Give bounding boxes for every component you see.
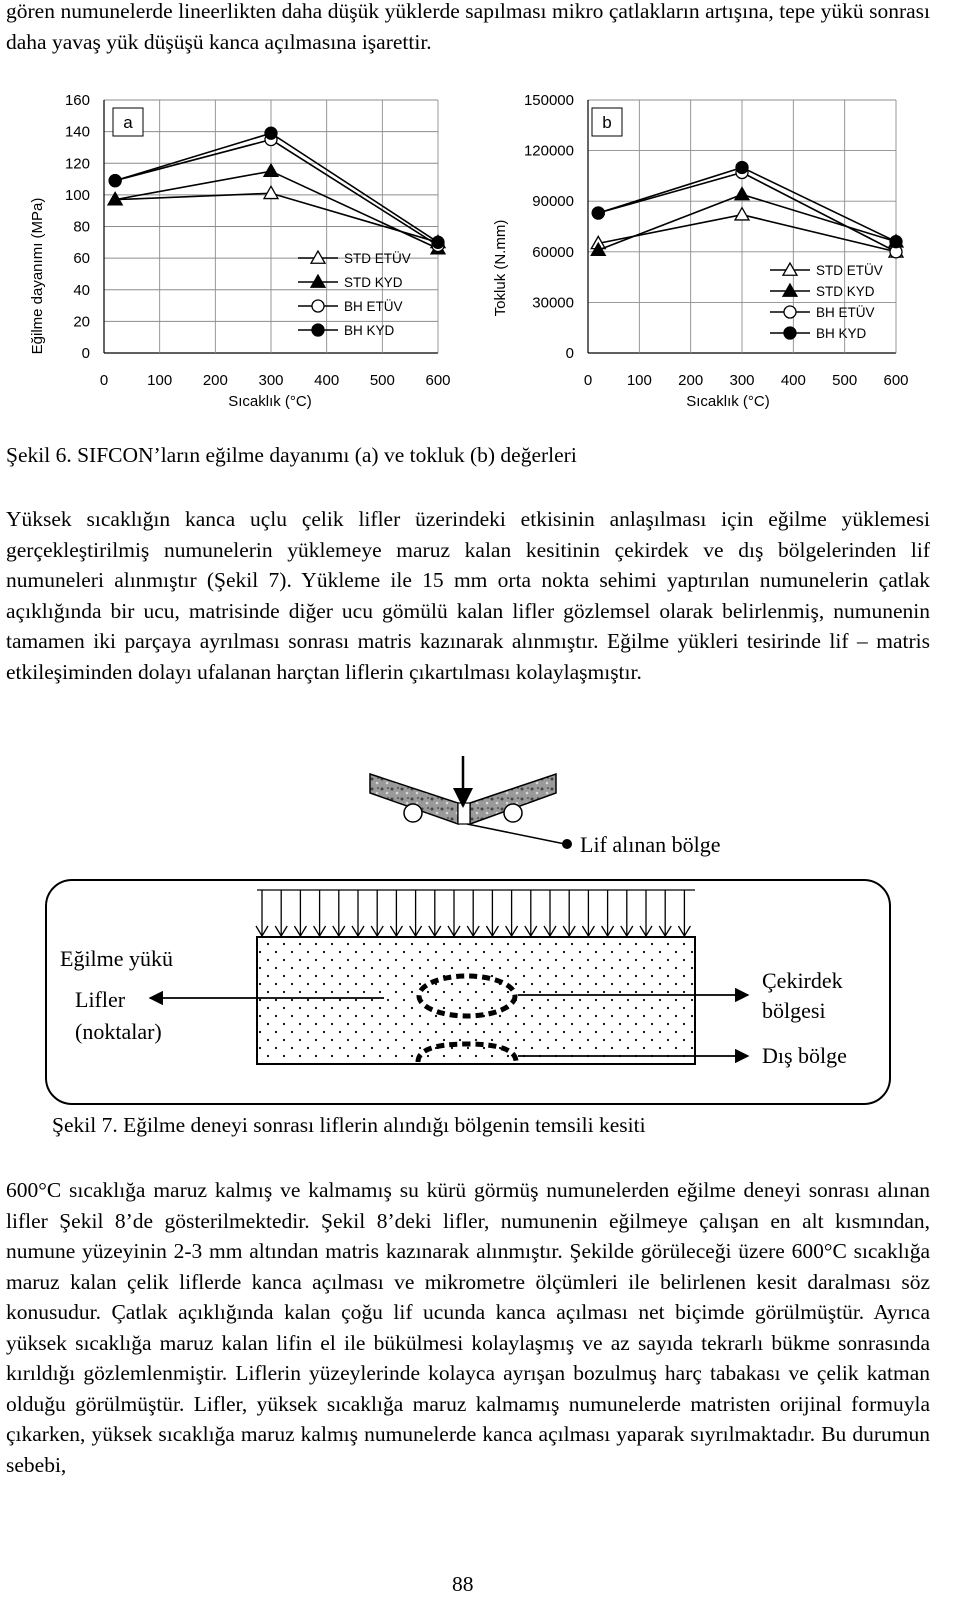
chart-b-xtick-label: 400 — [780, 372, 806, 389]
chart-a-point-3-2 — [432, 236, 444, 248]
chart-a-legend — [298, 251, 411, 338]
chart-b-legend-marker — [784, 306, 796, 318]
chart-a-xtick-label: 500 — [369, 372, 395, 389]
chart-b-legend-label: BH KYD — [816, 326, 867, 341]
chart-b-xtick-label: 200 — [678, 372, 704, 389]
toughness-chart — [482, 88, 952, 418]
paragraph-2: 600°C sıcaklığa maruz kalmış ve kalmamış su kürü görmüş numunelerden eğilme deneyi sonrası alınan lifler Şekil 8’de gösterilmektedir. Şekil 8’deki lifler, numunenin eğilmeye çalışan en alt kısmından, numune yüzeyinin 2-3 mm altından matris kazınarak alınmıştır. Şekilde görüleceği üzere 600°C sıcaklığa maruz kalan çelik liflerde kanca açılması ve mikrometre ölçümleri ile belirlenen kesit daralması söz konusudur. Çatlak açıklığında kalan çoğu lif ucunda kanca açılması net biçimde görülmüştür. Ayrıca yüksek sıcaklığa maruz kalan lifin el ile bükülmesi kolaylaşmış ve az sayıda tekrarlı bükme sonrasında kırıldığı gözlemlenmiştir. Liflerin yüzeylerinde kolayca ayrışan bozulmuş harç tabakası ve çelik katman olduğu görülmüştür. Lifler, yüksek sıcaklığa maruz kalmamış numunelerde matristen orijinal formuyla çıkarken, yüksek sıcaklığa maruz kalmış numunelerde kanca açılması yaparak sıyrılmaktadır. Bu durumun sebebi, — [6, 1178, 930, 1477]
load-label: Eğilme yükü — [60, 946, 174, 971]
chart-a-ytick-label: 40 — [73, 281, 90, 299]
chart-a-ytick-label: 100 — [64, 186, 90, 204]
chart-a-ylabel: Eğilme dayanımı (MPa) — [29, 197, 46, 355]
chart-b-series-line-2 — [598, 173, 896, 252]
chart-b-lines — [591, 161, 903, 257]
chart-b-xtick-label: 300 — [729, 372, 755, 389]
chart-a-legend-label: BH ETÜV — [344, 299, 403, 314]
chart-a-xtick-label: 600 — [425, 372, 451, 389]
support-left — [404, 804, 422, 822]
chart-a-ytick-label: 120 — [64, 155, 90, 173]
chart-a-ytick-label: 80 — [73, 218, 90, 236]
figure7-diagram — [0, 756, 960, 1086]
intro-paragraph: gören numunelerde lineerlikten daha düşük yüklerde sapılması mikro çatlakların artışına, tepe yükü sonrası daha yavaş yük düşüşü kanca açılmasına işarettir. — [6, 0, 930, 54]
flexural-strength-chart — [0, 88, 470, 418]
chart-a-point-1-1 — [264, 164, 278, 176]
chart-b-ytick-label: 0 — [565, 345, 574, 362]
chart-a-xlabel: Sıcaklık (°C) — [228, 393, 312, 410]
chart-b-point-1-1 — [735, 187, 749, 199]
chart-a-ytick-label: 140 — [64, 123, 90, 141]
chart-a-legend-label: STD ETÜV — [344, 251, 411, 266]
figure6-caption: Şekil 6. SIFCON’ların eğilme dayanımı (a) ve tokluk (b) değerleri — [6, 443, 577, 467]
chart-b-legend-marker — [783, 284, 797, 296]
chart-a-series-line-2 — [115, 140, 438, 246]
region-pointer-line — [467, 824, 565, 844]
chart-b-ytick-label: 90000 — [532, 193, 574, 211]
chart-a-legend-marker — [311, 251, 325, 263]
chart-a-ytick-label: 0 — [81, 345, 90, 362]
region-label: Lif alınan bölge — [580, 832, 721, 857]
chart-a-point-3-0 — [109, 175, 121, 187]
chart-b-ytick-label: 60000 — [532, 243, 574, 261]
chart-a-legend-label: STD KYD — [344, 275, 403, 290]
chart-b-legend-label: STD ETÜV — [816, 263, 883, 278]
chart-b-panel-label: b — [602, 113, 612, 132]
chart-b-point-3-1 — [736, 161, 748, 173]
chart-a-series-line-0 — [115, 193, 438, 242]
chart-a-legend-marker — [312, 300, 324, 312]
chart-b-legend-label: BH ETÜV — [816, 305, 875, 320]
chart-b-xtick-label: 100 — [626, 372, 652, 389]
support-right — [504, 804, 522, 822]
beam-crack-fibers — [458, 803, 470, 824]
core-label-1: Çekirdek — [762, 968, 843, 993]
chart-b-legend-marker — [783, 263, 797, 275]
chart-a-legend-marker — [312, 324, 324, 336]
paragraph-1: Yüksek sıcaklığın kanca uçlu çelik lifler üzerindeki etkisinin anlaşılması için eğilme yüklemesi gerçekleştirilmiş numunelerin yüklemeye maruz kalan kesitinin çekirdek ve dış bölgelerinden lif numuneleri alınmıştır (Şekil 7). Yükleme ile 15 mm orta nokta sehimi yaptırılan numunelerin çatlak açıklığında bir ucu, matrisinde diğer ucu gömülü kalan lifler gözlemsel olarak belirlenmiş, numunenin tamamen iki parçaya ayrılması sonrası matris kazınarak alınmıştır. Eğilme yükleri tesirinde lif – matris etkileşiminden dolayı ufalanan harçtan liflerin çıkartılması kolaylaşmıştır. — [6, 507, 930, 684]
chart-a-ytick-label: 60 — [73, 250, 90, 268]
chart-b-xtick-label: 0 — [583, 372, 593, 389]
chart-a-point-3-1 — [265, 127, 277, 139]
chart-a-point-0-1 — [264, 186, 278, 198]
chart-a-xtick-label: 400 — [314, 372, 340, 389]
chart-a-xtick-label: 0 — [99, 372, 109, 389]
figure7-caption: Şekil 7. Eğilme deneyi sonrası liflerin alındığı bölgenin temsili kesiti — [52, 1113, 646, 1137]
chart-b-ytick-label: 120000 — [523, 142, 574, 160]
chart-b-point-3-0 — [592, 207, 604, 219]
chart-a-panel-label: a — [123, 113, 133, 132]
chart-b-point-0-1 — [735, 208, 749, 220]
chart-a-xtick-label: 100 — [147, 372, 173, 389]
chart-b-legend-label: STD KYD — [816, 284, 875, 299]
chart-b-ytick-label: 30000 — [532, 294, 574, 312]
chart-b-point-3-2 — [890, 236, 902, 248]
chart-a-xtick-label: 200 — [202, 372, 228, 389]
chart-b-ytick-label: 150000 — [523, 92, 574, 109]
chart-a-ytick-label: 160 — [64, 92, 90, 109]
chart-b-xtick-label: 500 — [832, 372, 858, 389]
page-number: 88 — [452, 1572, 474, 1596]
region-pointer-dot — [562, 839, 572, 849]
chart-a-legend-label: BH KYD — [344, 323, 395, 338]
chart-a-ytick-label: 20 — [73, 313, 90, 331]
distributed-load-arrows — [256, 890, 695, 936]
chart-a-xtick-label: 300 — [258, 372, 284, 389]
fibers-label-1: Lifler — [75, 987, 126, 1012]
chart-a-lines — [108, 127, 445, 254]
chart-b-ylabel: Tokluk (N.mm) — [492, 219, 509, 317]
chart-b-xtick-label: 600 — [883, 372, 909, 389]
chart-a-legend-marker — [311, 275, 325, 287]
chart-b-xlabel: Sıcaklık (°C) — [686, 393, 770, 410]
chart-b-legend-marker — [784, 327, 796, 339]
core-label-2: bölgesi — [762, 998, 826, 1023]
outer-label: Dış bölge — [762, 1043, 847, 1068]
chart-b-series-line-3 — [598, 167, 896, 241]
fibers-label-2: (noktalar) — [75, 1019, 162, 1044]
